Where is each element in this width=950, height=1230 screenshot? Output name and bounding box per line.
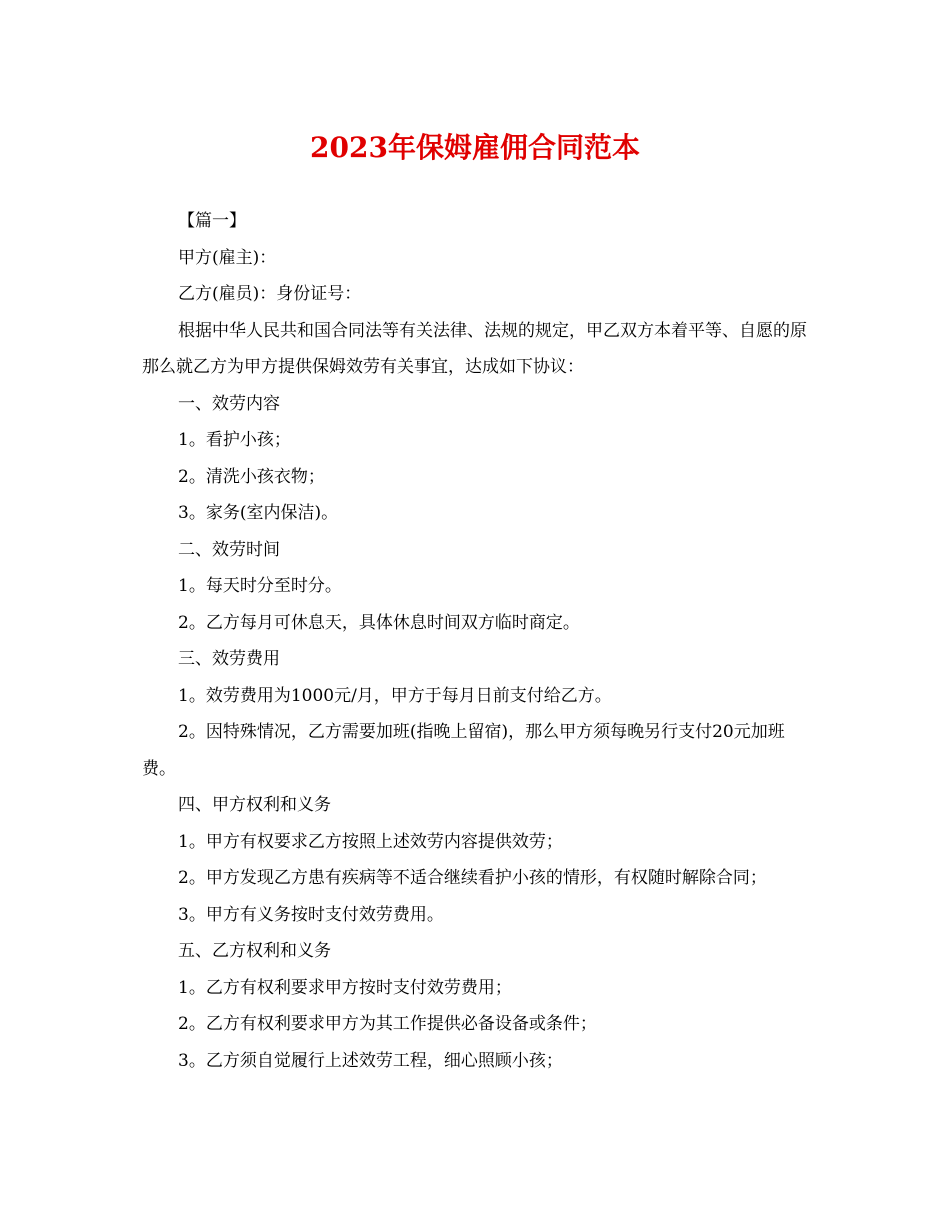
list-item: 1。效劳费用为1000元/月，甲方于每月日前支付给乙方。 [178,685,612,706]
party-b-line: 乙方(雇员)：身份证号： [178,284,362,304]
list-item: 3。甲方有义务按时支付效劳费用。 [178,904,444,925]
list-item: 2。乙方每月可休息天，具体休息时间双方临时商定。 [178,612,580,633]
list-item: 2。甲方发现乙方患有疾病等不适合继续看护小孩的情形，有权随时解除合同； [178,868,767,888]
list-item: 3。家务(室内保洁)。 [178,503,339,523]
section-heading-part-one: 【篇一】 [178,211,246,231]
section-heading-service-time: 二、效劳时间 [178,539,280,560]
list-item: 2。乙方有权利要求甲方为其工作提供必备设备或条件； [178,1014,597,1034]
list-item: 1。每天时分至时分。 [178,576,342,596]
list-item: 1。甲方有权要求乙方按照上述效劳内容提供效劳； [178,831,563,852]
list-item: 2。因特殊情况，乙方需要加班(指晚上留宿)，那么甲方须每晚另行支付20元加班费。 [142,722,785,779]
section-heading-service-fee: 三、效劳费用 [178,649,280,669]
party-a-line: 甲方(雇主)： [178,247,277,268]
section-heading-party-a-rights: 四、甲方权利和义务 [178,795,331,815]
preamble-paragraph: 根据中华人民共和国合同法等有关法律、法规的规定，甲乙双方本着平等、自愿的原那么就乙方为甲方提供保姆效劳有关事宜，达成如下协议： [142,320,807,377]
document-body [142,203,814,1079]
list-item: 1。乙方有权利要求甲方按时支付效劳费用； [178,977,512,998]
list-item: 3。乙方须自觉履行上述效劳工程，细心照顾小孩； [178,1050,563,1071]
section-heading-service-content: 一、效劳内容 [178,393,280,414]
list-item: 1。看护小孩； [178,430,291,450]
section-heading-party-b-rights: 五、乙方权利和义务 [178,941,331,961]
list-item: 2。清洗小孩衣物； [178,466,325,487]
document-title: 2023年保姆雇佣合同范本 [310,131,640,164]
